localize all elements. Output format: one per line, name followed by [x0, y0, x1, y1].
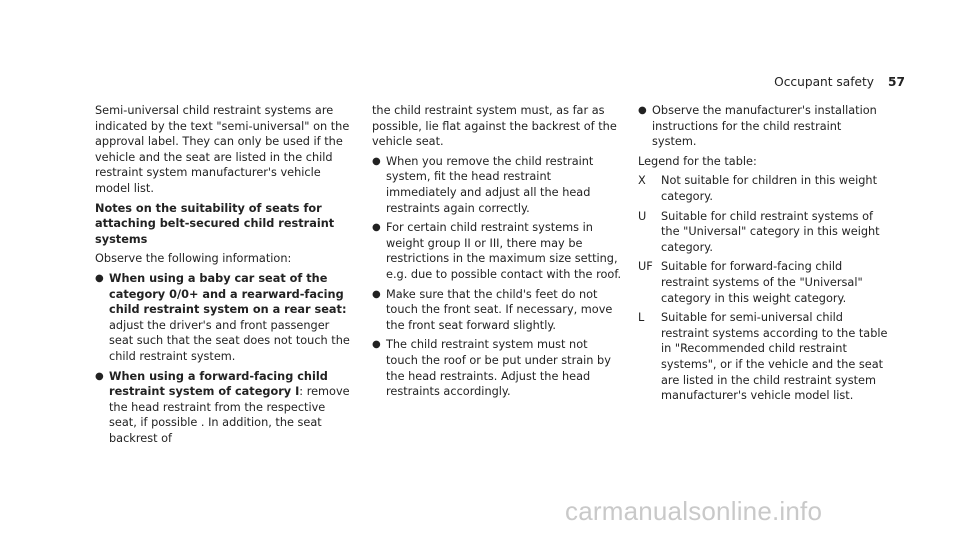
bullet-list	[372, 154, 622, 400]
legend-row	[638, 310, 888, 404]
bullet-list	[95, 271, 350, 447]
legend-text: Suitable for child restraint systems of the "Universal" category in this weight category.	[661, 209, 880, 254]
watermark: carmanualsonline.info	[565, 496, 823, 526]
legend-text: Not suitable for children in this weight category.	[661, 174, 877, 203]
legend-text: Suitable for forward-facing child restraint systems of the "Universal" category in this weight category.	[661, 260, 863, 305]
list-item	[372, 337, 622, 399]
column-1	[95, 103, 350, 450]
legend-key: L	[638, 311, 645, 325]
bullet-icon: ●	[95, 370, 104, 382]
list-item	[372, 154, 622, 216]
legend-key: X	[638, 174, 646, 188]
intro-paragraph: Semi-universal child restraint systems are indicated by the text "semi-universal" on the approval label. They can only be used if the vehicle and the seat are listed in the child restraint system manufacturer's vehicle model list.	[95, 104, 350, 195]
bullet-icon: ●	[372, 222, 381, 234]
legend-key: U	[638, 209, 647, 223]
legend-key: UF	[638, 260, 653, 274]
bullet-text: For certain child restraint systems in weight group II or III, there may be restrictions in the maximum size setting, e.g. due to possible contact with the roof.	[386, 221, 622, 281]
legend-row	[638, 209, 888, 256]
list-item	[372, 220, 622, 282]
legend-row	[638, 259, 888, 306]
column-2	[372, 103, 622, 404]
bullet-text: adjust the driver's and front passenger seat such that the seat does not touch the child restraint system.	[109, 318, 350, 363]
bullet-text: Make sure that the child's feet do not touch the front seat. If necessary, move the front seat forward slightly.	[386, 287, 613, 332]
notes-heading: Notes on the suitability of seats for attaching belt-secured child restraint systems	[95, 201, 335, 246]
bullet-text: Observe the manufacturer's installation instructions for the child restraint system.	[652, 104, 877, 149]
bullet-text: When you remove the child restraint system, fit the head restraint immediately and adjust all the head restraints again correctly.	[386, 154, 594, 215]
bullet-text: The child restraint system must not touch the roof or be put under strain by the head restraints. Adjust the head restraints accordingly.	[386, 338, 611, 399]
legend-text: Suitable for semi-universal child restraint systems according to the table in "Recommended child restraint systems", or if the vehicle and the seat are listed in the child restraint system manufacturer's vehicle model list.	[661, 311, 888, 403]
bullet-bold: When using a baby car seat of the category 0/0+ and a rearward-facing child restraint system on a rear seat:	[109, 271, 347, 317]
bullet-icon: ●	[95, 272, 104, 284]
bullet-icon: ●	[372, 288, 381, 300]
bullet-text: : remove the head restraint from the respective seat, if possible . In addition, the seat backrest of	[109, 385, 350, 445]
bullet-bold: When using a forward-facing child restraint system of category I	[109, 369, 328, 399]
continuation-text: the child restraint system must, as far as possible, lie flat against the backrest of the vehicle seat.	[372, 104, 617, 149]
column-3	[638, 103, 888, 408]
list-item	[372, 287, 622, 334]
page-header	[774, 75, 905, 89]
section-title: Occupant safety	[774, 75, 875, 89]
list-item	[95, 271, 350, 365]
bullet-list	[638, 103, 888, 150]
list-item	[95, 369, 350, 447]
legend-heading: Legend for the table:	[638, 154, 757, 168]
observe-text: Observe the following information:	[95, 252, 292, 266]
list-item	[638, 103, 888, 150]
bullet-icon: ●	[372, 339, 381, 351]
legend-row	[638, 173, 888, 204]
bullet-icon: ●	[372, 155, 381, 167]
page-number: 57	[888, 75, 905, 89]
bullet-icon: ●	[638, 105, 647, 116]
